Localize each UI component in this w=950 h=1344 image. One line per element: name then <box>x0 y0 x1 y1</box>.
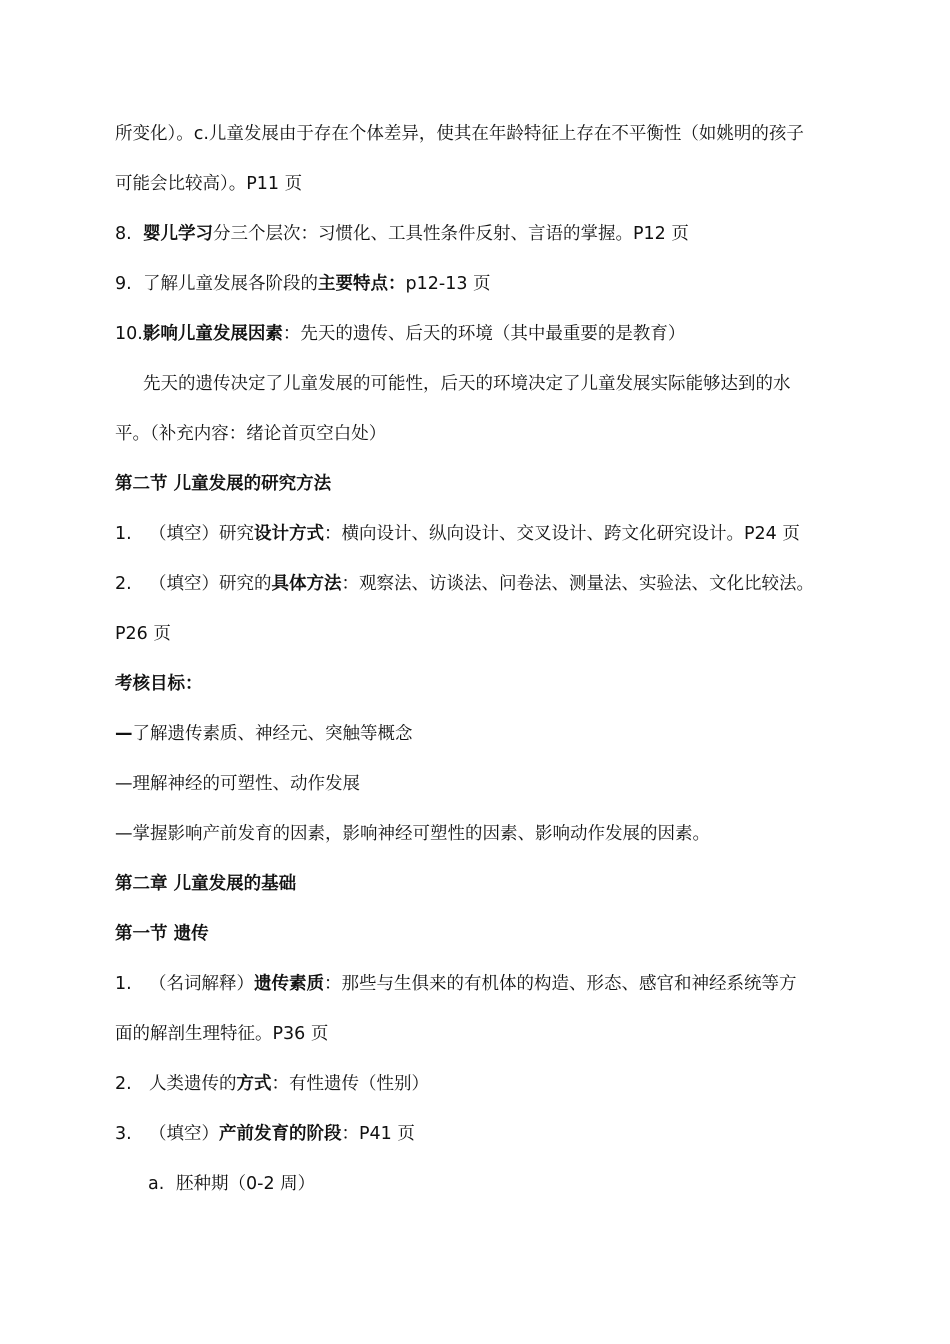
item-text: ：P41 页 <box>341 1124 415 1144</box>
text-line <box>115 1019 875 1049</box>
item-number: 2. <box>115 1074 132 1094</box>
goal-item <box>115 819 875 849</box>
bold-term: 产前发育的阶段 <box>219 1124 342 1144</box>
bold-term: 婴儿学习 <box>143 224 213 244</box>
item-number: 1. <box>115 974 132 994</box>
list-item-2 <box>115 569 875 599</box>
item-text: （填空）研究 <box>149 524 254 544</box>
goal-dash: — <box>115 724 133 744</box>
list-item-3 <box>115 1119 875 1149</box>
text-line <box>115 119 875 149</box>
item-number: 8. <box>115 224 132 244</box>
section-heading <box>115 469 875 499</box>
goal-item <box>115 769 875 799</box>
bold-term: 主要特点： <box>318 274 406 294</box>
item-text: （名词解释） <box>149 974 254 994</box>
text-line <box>115 169 875 199</box>
item-text: ：有性遗传（性别） <box>271 1074 429 1094</box>
heading-text: 第二章 儿童发展的基础 <box>115 874 297 894</box>
bold-term: 影响儿童发展因素 <box>142 324 283 344</box>
heading-text: 第一节 遗传 <box>115 924 209 944</box>
line-text: 所变化）。c.儿童发展由于存在个体差异，使其在年龄特征上存在不平衡性（如姚明的孩子 <box>115 124 804 144</box>
bold-term: 遗传素质 <box>254 974 324 994</box>
line-text: P26 页 <box>115 624 171 644</box>
bold-term: 设计方式 <box>254 524 324 544</box>
item-text: 了解儿童发展各阶段的 <box>143 274 318 294</box>
paragraph-line <box>143 369 875 399</box>
bold-term: 方式 <box>236 1074 272 1094</box>
paragraph-line <box>115 419 875 449</box>
list-item-9 <box>115 269 875 299</box>
heading-text: 考核目标： <box>115 674 203 694</box>
item-text: ：观察法、访谈法、问卷法、测量法、实验法、文化比较法。 <box>341 574 814 594</box>
item-text: p12-13 页 <box>405 274 491 294</box>
item-text: ：那些与生俱来的有机体的构造、形态、感官和神经系统等方 <box>324 974 797 994</box>
chapter-heading <box>115 869 875 899</box>
item-text: 胚种期（0-2 周） <box>176 1174 316 1194</box>
item-text: ：先天的遗传、后天的环境（其中最重要的是教育） <box>282 324 686 344</box>
item-text: （填空） <box>149 1124 219 1144</box>
item-letter: a. <box>148 1174 165 1194</box>
goal-item <box>115 719 875 749</box>
sub-list-item-a <box>148 1169 875 1199</box>
line-text: 面的解剖生理特征。P36 页 <box>115 1024 329 1044</box>
line-text: 先天的遗传决定了儿童发展的可能性，后天的环境决定了儿童发展实际能够达到的水 <box>143 374 791 394</box>
item-number: 9. <box>115 274 132 294</box>
bold-term: 具体方法 <box>271 574 342 594</box>
text-line <box>115 619 875 649</box>
list-item-10 <box>115 319 875 349</box>
item-text: 分三个层次：习惯化、工具性条件反射、言语的掌握。P12 页 <box>213 224 689 244</box>
item-number: 2. <box>115 574 132 594</box>
item-number: 10. <box>115 324 143 344</box>
goal-text: 了解遗传素质、神经元、突触等概念 <box>132 724 413 744</box>
goals-heading <box>115 669 875 699</box>
item-number: 1. <box>115 524 132 544</box>
section-heading <box>115 919 875 949</box>
item-text: （填空）研究的 <box>149 574 272 594</box>
list-item-1 <box>115 519 875 549</box>
item-text: ：横向设计、纵向设计、交叉设计、跨文化研究设计。P24 页 <box>324 524 800 544</box>
heading-text: 第二节 儿童发展的研究方法 <box>115 474 332 494</box>
line-text: 可能会比较高）。P11 页 <box>115 174 303 194</box>
list-item-2 <box>115 1069 875 1099</box>
list-item-1 <box>115 969 875 999</box>
list-item-8 <box>115 219 875 249</box>
item-number: 3. <box>115 1124 132 1144</box>
line-text: 平。（补充内容：绪论首页空白处） <box>115 424 387 444</box>
goal-text: —理解神经的可塑性、动作发展 <box>115 774 360 794</box>
item-text: 人类遗传的 <box>149 1074 237 1094</box>
goal-text: —掌握影响产前发育的因素，影响神经可塑性的因素、影响动作发展的因素。 <box>115 824 710 844</box>
